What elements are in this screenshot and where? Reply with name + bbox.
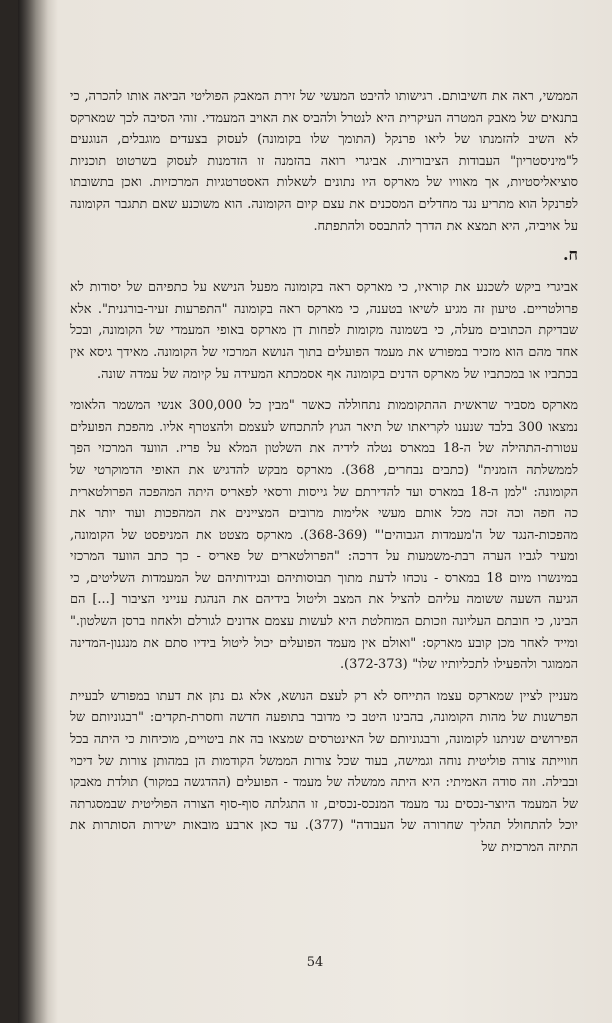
book-page — [18, 0, 612, 1023]
paragraph: אביגרי ביקש לשכנע את קוראיו, כי מארקס ראה בקומונה מפעל הנישא על כתפיהם של יסודות לא פרולטריים. טיעון זה מגיע לשיאו בטענה, כי מארקס ראה בקומונה "התפרעות זעיר-בורגנית". אלא שבדיקת הכתובים מעלה, כי בשמונה מקומות לפחות דן מארקס באופי המעמדי של הקומונה, ובכל אחד מהם הוא מזכיר במפורש את מעמד הפועלים בתוך הנושא המרכזי של הקומונה. מאידך גיסא אין בכתביו או במכתביו של מארקס הדנים בקומונה אף אסמכתא המעידה על קיומה של עמדה שונה. — [70, 280, 578, 382]
page-body — [70, 86, 578, 859]
paragraph: הממשי, ראה את חשיבותם. רגישותו להיבט המעשי של זירת המאבק הפוליטי הביאה אותו להכרה, כי בתנאים של מאבק המטרה העיקרית היא לנטרל ולהביס את האויב המעמדי. זוהי הסיבה לכך שמארקס לא השיב להזמנתו של ליאו פרנקל (התומך שלו בקומונה) לעסוק בצעדים מוגבלים, הנוגעים ל"מיניסטריון" העבודות הציבוריות. אביגרי רואה בהזמנה זו הזדמנות לעסוק בשרטוט תוכניות סוציאליסטיות, אך מאוויו של מארקס היו נתונים לשאלות האסטרטגיות המרכזיות. ואכן בתשובתו לפרנקל הוא מתריע נגד מחדלים המסכנים את עצם קיום הקומונה. הוא משוכנע שאם תתגבר הקומונה על אויביה, היא תמצא את הדרך להתבסס ולהתפתח. — [70, 89, 578, 234]
paragraph: מארקס מסביר שראשית ההתקוממות נתחוללה כאשר "מבין כל 300,000 אנשי המשמר הלאומי נמצאו 300 בלבד שנענו לקריאתו של תיאר הגוץ להתכחש לעצמם ולהצטרף אליו. מהפכת הפועלים עטורת-התהילה של ה-18 במארס נטלה לידיה את השלטון המלא על פריז. הוועד המרכזי הפך לממשלתה הזמנית" (כתבים נבחרים, 368). מארקס מבקש להדגיש את האופי הדמוקרטי של הקומונה: "למן ה-18 במארס ועד להדירתם של גייסות ורסאי לפאריס היתה המהפכה הפרולטארית כה חפה וכה זכה מכל אותם מעשי אלימות מרובים המציינים את המהפכות ועוד יותר את מהפכות-הנגד של ה'מעמדות הגבוהים'" (368-369). מארקס מצטט את המניפסט של הקומונה, ומעיר לגביו הערה רבת-משמעות על דרכה: "הפרולטארים של פאריס - כך כתב הוועד המרכזי במינשרו מיום 18 במארס - נוכחו לדעת מתוך תבוסותיהם ובגידותיהם של המעמדות השליטים, כי הגיעה השעה ששומה עליהם להציל את המצב וליטול בידיהם את הנהגת ענייני הציבור [...] הם הבינו, כי חובתם העליונה וזכותם המוחלטת היא לעשות עצמם אדונים לגורלם ולאחוז ברסן השלטון." ומייד לאחר מכן קובע מארקס: "ואולם אין מעמד הפועלים יכול ליטול בידיו סתם את מנגנון-המדינה הממוגר ולהפעילו לתכליותיו שלו" (372-373). — [70, 398, 579, 673]
book-gutter-shadow — [18, 0, 48, 1023]
page-number: 54 — [306, 955, 324, 970]
paragraph: מעניין לציין שמארקס עצמו התייחס לא רק לעצם הנושא, אלא גם נתן את דעתו במפורש לבעיית הפרשנות של מהות הקומונה, בהבינו היטב כי מדובר בתופעה חדשה וחסרת-תקדים: "רבגוניותם של הפירושים שניתנו לקומונה, ורבגוניותם של האינטרסים שמצאו בה את ביטויים, מוכיחות כי היתה בכל חווייתה צורה פוליטית נוחה וגמישה, בעוד שכל צורות הממשל הקודמות הן במהותן צורות של דיכוי ובבילה. וזה סודה האמיתי: היא היתה ממשלה של מעמד - הפועלים (ההדגשה במקור) תולדת מאבקו של המעמד היוצר-נכסים נגד מעמד המנכס-נכסים, זו התגלתה סוף-סוף הצורה הפוליטית שבמסגרתה יוכל להתחולל תהליך שחרורה של העבודה" (377). עד כאן ארבע מובאות ישירות הסותרות את התיזה המרכזית של — [70, 688, 578, 855]
section-heading: ח. — [562, 245, 578, 265]
